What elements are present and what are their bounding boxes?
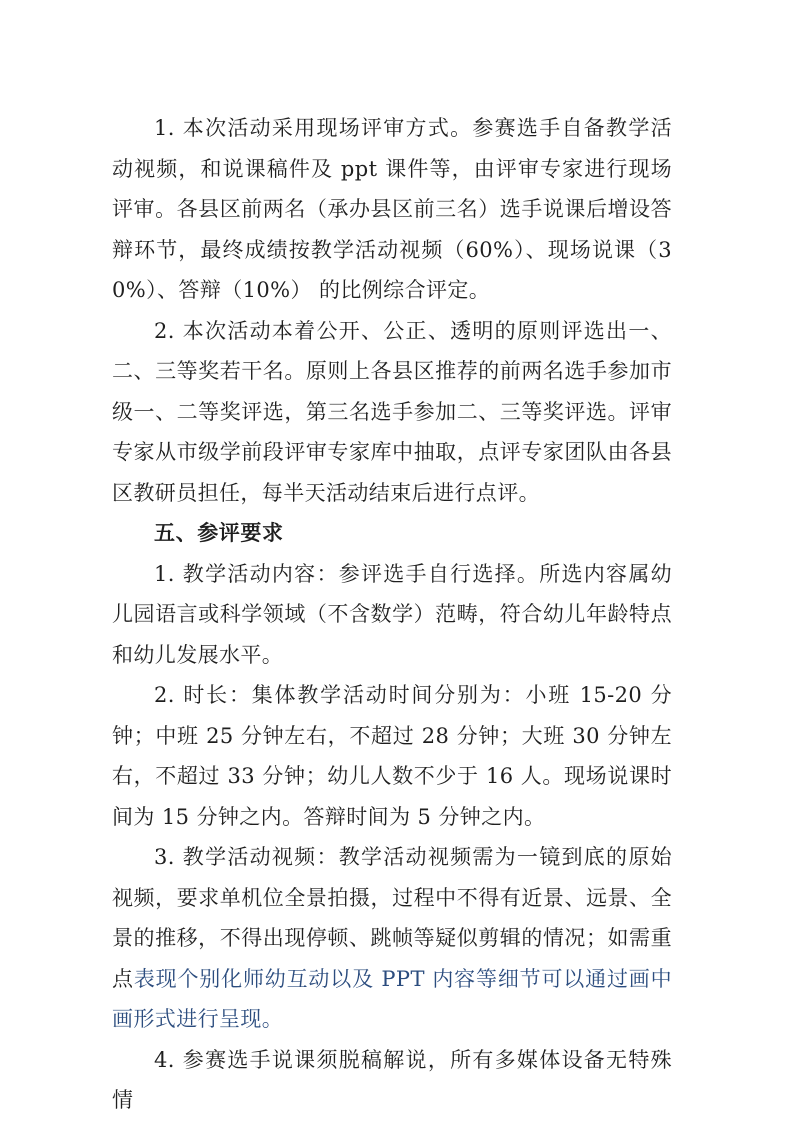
paragraph-activity-video — [112, 837, 672, 1040]
paragraph-activity-video-part-b: 表现个别化师幼互动以及 PPT 内容等细节可以通过画中画形式进行呈现。 — [112, 966, 672, 1031]
paragraph-review-method: 1. 本次活动采用现场评审方式。参赛选手自备教学活动视频，和说课稿件及 ppt 课件等，由评审专家进行现场评审。各县区前两名（承办县区前三名）选手说课后增设答辩环节，最终成绩按教学活动视频（60%）、现场说课（30%）、答辩（10%） 的比例综合评定。 — [112, 116, 672, 302]
paragraph-duration: 2. 时长：集体教学活动时间分别为：小班 15-20 分钟；中班 25 分钟左右，不超过 28 分钟；大班 30 分钟左右，不超过 33 分钟；幼儿人数不少于 16 人。现场说课时间为 15 分钟之内。答辩时间为 5 分钟之内。 — [112, 683, 672, 829]
document-body — [112, 108, 672, 1121]
paragraph-presentation: 4. 参赛选手说课须脱稿解说，所有多媒体设备无特殊情 — [112, 1047, 672, 1112]
paragraph-activity-content: 1. 教学活动内容：参评选手自行选择。所选内容属幼儿园语言或科学领域（不含数学）范畴，符合幼儿年龄特点和幼儿发展水平。 — [112, 561, 672, 667]
section-heading-requirements: 五、参评要求 — [154, 521, 284, 545]
paragraph-activity-video-part-a: 3. 教学活动视频：教学活动视频需为一镜到底的原始视频，要求单机位全景拍摄，过程中不得有近景、远景、全景的推移，不得出现停顿、跳帧等疑似剪辑的情况；如需重点 — [112, 845, 672, 991]
paragraph-award-selection: 2. 本次活动本着公开、公正、透明的原则评选出一、二、三等奖若干名。原则上各县区推荐的前两名选手参加市级一、二等奖评选，第三名选手参加二、三等奖评选。评审专家从市级学前段评审专家库中抽取，点评专家团队由各县区教研员担任，每半天活动结束后进行点评。 — [112, 318, 672, 505]
